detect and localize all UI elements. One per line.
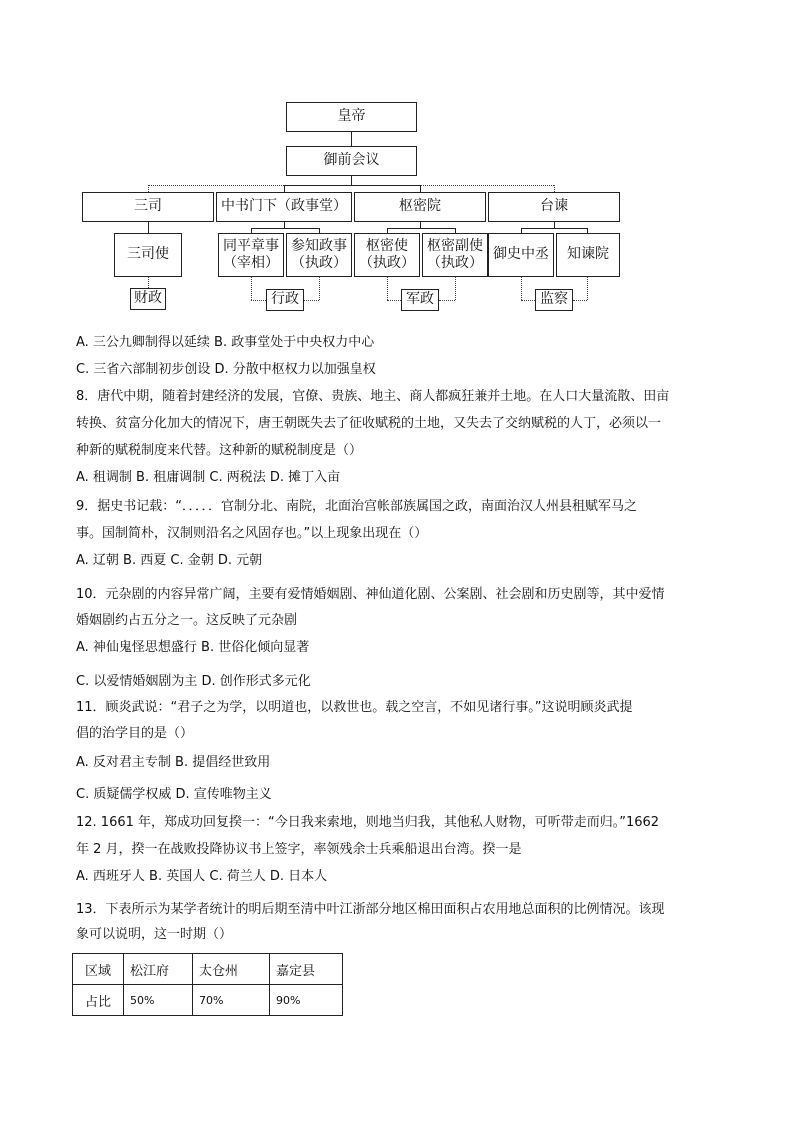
- yushi-zhongcheng-box: 御史中丞: [488, 233, 554, 277]
- q9-stem-line1: 9．据史书记载：“．．．．．官制分北、南院，北面治宫帐部族属国之政，南面治汉人州县租赋军马之: [76, 499, 638, 514]
- q13-stem-line2: 象可以说明，这一时期（）: [76, 927, 233, 942]
- administration-box: 行政: [266, 289, 304, 311]
- dotted-connector: [521, 300, 535, 301]
- military-box: 军政: [401, 289, 439, 311]
- q10-options-cd: C. 以爱情婚姻剧为主 D. 创作形式多元化: [76, 674, 311, 689]
- q11-stem-line1: 11．顾炎武说：“君子之为学，以明道也，以救世也。载之空言，不如见诸行事。”这说明顾炎武提: [76, 700, 633, 715]
- dotted-connector: [420, 185, 554, 186]
- sansi-box: 三司: [82, 192, 214, 222]
- q10-stem-line1: 10．元杂剧的内容异常广阔，主要有爱情婚姻剧、神仙道化剧、公案剧、社会剧和历史剧等，其中爱情: [76, 587, 665, 602]
- dotted-connector: [148, 185, 284, 186]
- q12-stem-line1: 12. 1661 年，郑成功回复揆一：“今日我来索地，则地当归我，其他私人财物，可听带走而归。”1662: [76, 815, 660, 830]
- q11-stem-line2: 倡的治学目的是（）: [76, 726, 194, 741]
- q12-options: A. 西班牙人 B. 英国人 C. 荷兰人 D. 日本人: [76, 869, 328, 884]
- canzhi-zhengshi-box: [286, 233, 352, 277]
- connector: [387, 228, 455, 229]
- emperor-box: 皇帝: [286, 102, 417, 132]
- dotted-connector: [251, 277, 252, 300]
- government-structure-diagram: [0, 0, 793, 330]
- q9-options: A. 辽朝 B. 西夏 C. 金朝 D. 元朝: [76, 553, 263, 568]
- imperial-council-box: 御前会议: [286, 146, 417, 176]
- q11-options-ab: A. 反对君主专制 B. 提倡经世致用: [76, 755, 271, 770]
- official-title: 参知政事: [291, 237, 347, 254]
- connector: [284, 185, 285, 192]
- zhijianyuan-box: 知谏院: [556, 233, 620, 277]
- table-cell: 区域: [73, 954, 124, 985]
- dotted-connector: [573, 300, 587, 301]
- finance-box: 财政: [130, 288, 166, 310]
- q7-options-cd: C. 三省六部制初步创设 D. 分散中枢权力以加强皇权: [76, 362, 376, 377]
- table-cell: 占比: [73, 985, 124, 1016]
- dotted-connector: [554, 185, 555, 192]
- table-cell: 松江府: [124, 954, 193, 985]
- dotted-connector: [439, 300, 455, 301]
- q12-stem-line2: 年 2 月，揆一在战败投降协议书上签字，率领残余士兵乘船退出台湾。揆一是: [76, 842, 522, 857]
- official-role: （执政）: [359, 255, 415, 271]
- q8-stem-line1: 8．唐代中期，随着封建经济的发展，官僚、贵族、地主、商人都疯狂兼并土地。在人口大量流散、田亩: [76, 389, 670, 404]
- official-title: 枢密使: [366, 237, 408, 254]
- dotted-connector: [148, 185, 149, 192]
- connector: [420, 185, 421, 192]
- supervision-box: 监察: [535, 289, 573, 311]
- taijian-box: 台谏: [488, 192, 620, 222]
- dotted-connector: [304, 300, 319, 301]
- dotted-connector: [319, 277, 320, 300]
- table-row: [73, 985, 343, 1016]
- shumi-shi-box: [354, 233, 420, 277]
- dotted-connector: [387, 300, 401, 301]
- q10-options-ab: A. 神仙鬼怪思想盛行 B. 世俗化倾向显著: [76, 640, 310, 655]
- q8-stem-line2: 转换、贫富分化加大的情况下，唐王朝既失去了征收赋税的土地，又失去了交纳赋税的人丁，必须以一: [76, 416, 662, 431]
- dotted-connector: [587, 277, 588, 300]
- dotted-connector: [148, 277, 149, 288]
- dotted-connector: [455, 277, 456, 300]
- q11-options-cd: C. 质疑儒学权威 D. 宣传唯物主义: [76, 787, 272, 802]
- sansi-shi-box: 三司使: [114, 233, 182, 277]
- table-cell: 太仓州: [193, 954, 270, 985]
- q13-stem-line1: 13．下表所示为某学者统计的明后期至清中叶江浙部分地区棉田面积占农用地总面积的比例情况。该现: [76, 902, 665, 917]
- connector: [251, 228, 319, 229]
- dotted-connector: [521, 277, 522, 300]
- q8-stem-line3: 种新的赋税制度来代替。这种新的赋税制度是（）: [76, 443, 363, 458]
- q9-stem-line2: 事。国制简朴，汉制则沿名之风固存也。”以上现象出现在（）: [76, 526, 428, 541]
- q7-options-ab: A. 三公九卿制得以延续 B. 政事堂处于中央权力中心: [76, 335, 375, 350]
- official-title: 枢密副使: [427, 237, 483, 254]
- q8-options: A. 租调制 B. 租庸调制 C. 两税法 D. 摊丁入亩: [76, 470, 341, 485]
- table-cell: 70%: [193, 985, 270, 1016]
- official-title: 同平章事: [223, 237, 279, 254]
- shumi-fushi-box: [422, 233, 488, 277]
- table-cell: 90%: [270, 985, 343, 1016]
- table-cell: 50%: [124, 985, 193, 1016]
- cotton-field-ratio-table: [72, 953, 343, 1016]
- connector: [351, 132, 352, 146]
- table-cell: 嘉定县: [270, 954, 343, 985]
- zhongshu-menxia-box: 中书门下（政事堂）: [216, 192, 352, 222]
- official-role: （宰相）: [223, 255, 279, 271]
- tongping-zhangshi-box: [218, 233, 284, 277]
- official-role: （执政）: [291, 255, 347, 271]
- official-role: （执政）: [427, 255, 483, 271]
- dotted-connector: [251, 300, 266, 301]
- connector: [521, 228, 587, 229]
- connector: [148, 222, 149, 233]
- q10-stem-line2: 婚姻剧约占五分之一。这反映了元杂剧: [76, 613, 298, 628]
- table-header-row: [73, 954, 343, 985]
- dotted-connector: [387, 277, 388, 300]
- shumiyuan-box: 枢密院: [354, 192, 486, 222]
- connector: [284, 185, 420, 186]
